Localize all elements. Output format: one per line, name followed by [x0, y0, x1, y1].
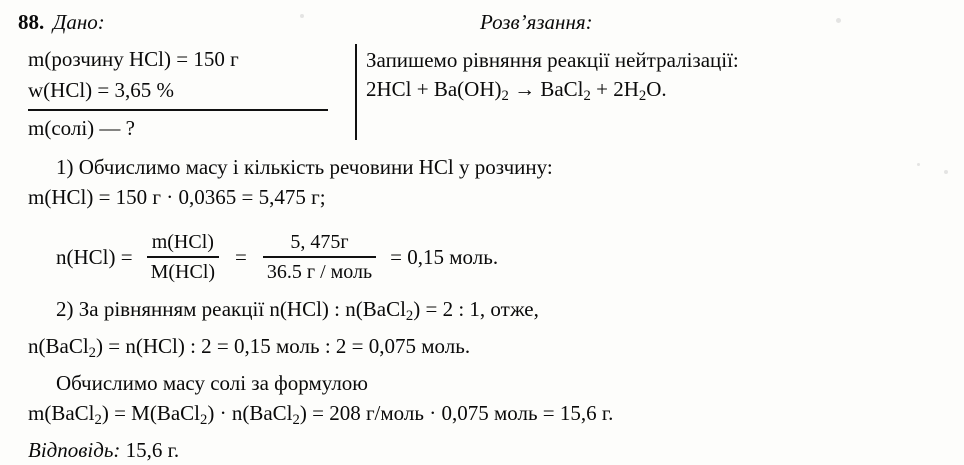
problem-number: 88.: [18, 10, 45, 34]
equation-lead: n(HCl) =: [56, 244, 133, 269]
step2-text-a: 2) За рівнянням реакції n(HCl) : n(BaCl: [56, 297, 406, 321]
fraction-denominator: M(HCl): [150, 261, 216, 283]
molar-amount-equation: [28, 220, 958, 294]
equation-mid: → BaCl: [508, 77, 584, 101]
fraction-denominator-value: 36.5 г / моль: [266, 261, 373, 283]
step3-calc-d: ) = 208 г/моль · 0,075 моль = 15,6 г.: [299, 401, 614, 426]
equals-sign: =: [235, 244, 247, 269]
step3-text: Обчислимо масу солі за формулою: [56, 371, 368, 396]
given-label: Дано:: [53, 10, 105, 34]
reaction-equation: [366, 75, 956, 111]
equation-sub-3: 2: [638, 88, 647, 105]
fraction-bar: [263, 256, 376, 258]
equation-mid-2: + 2H: [590, 77, 639, 101]
answer-label: Відповідь:: [28, 438, 121, 463]
step2-calc-a: n(BaCl: [28, 334, 89, 359]
solution-body: [28, 152, 958, 465]
answer-value: 15,6 г.: [125, 438, 180, 463]
step3-calc-c: ) · n(BaCl: [207, 401, 293, 426]
step2-text: [28, 294, 958, 331]
step2-calc-b: ) = n(HCl) : 2 = 0,15 моль : 2 = 0,075 моль.: [96, 334, 471, 359]
equation-end: O.: [646, 77, 667, 101]
solution-intro-text: Запишемо рівняння реакції нейтралізації:: [366, 48, 739, 72]
given-line-massfraction: w(HCl) = 3,65 %: [28, 78, 174, 102]
step2-sub: 2: [405, 308, 414, 325]
given-line-unknown: m(солі) — ?: [28, 116, 135, 140]
answer-line: [28, 435, 958, 465]
equation-sub-2: 2: [583, 88, 591, 105]
step1-calculation: m(HCl) = 150 г · 0,0365 = 5,475 г;: [28, 185, 326, 209]
step2-calculation: [28, 331, 958, 368]
fraction-numeric: [255, 230, 384, 284]
step2-calc-sub: 2: [88, 345, 97, 362]
step2-text-b: ) = 2 : 1, отже,: [413, 297, 539, 321]
step1-text: 1) Обчислимо масу і кількість речовини HCl у розчину:: [56, 155, 553, 179]
fraction-result: = 0,15 моль.: [390, 244, 499, 269]
problem-header: [0, 8, 964, 42]
solution-label: Розв’язання:: [480, 10, 593, 34]
step3-calc-a: m(BaCl: [28, 401, 95, 426]
step3-calc-sub-3: 2: [292, 412, 300, 429]
step3-calc-sub-2: 2: [200, 412, 208, 429]
fraction-mass-over-molar: [139, 230, 227, 284]
step3-calculation: [28, 398, 958, 435]
fraction-numerator: m(HCl): [151, 231, 214, 253]
equation-sub-1: 2: [501, 88, 509, 105]
step3-calc-b: ) = M(BaCl: [101, 401, 201, 426]
given-divider: [28, 109, 328, 111]
fraction-bar: [147, 256, 219, 258]
given-block: [28, 46, 348, 142]
step3-calc-sub-1: 2: [94, 412, 102, 429]
equation-prefix: 2HCl + Ba(OH): [366, 77, 502, 101]
fraction-numerator-value: 5, 475г: [290, 231, 349, 253]
given-line-mass: m(розчину HCl) = 150 г: [28, 47, 239, 71]
solution-intro: [366, 46, 956, 111]
vertical-divider: [355, 44, 357, 140]
